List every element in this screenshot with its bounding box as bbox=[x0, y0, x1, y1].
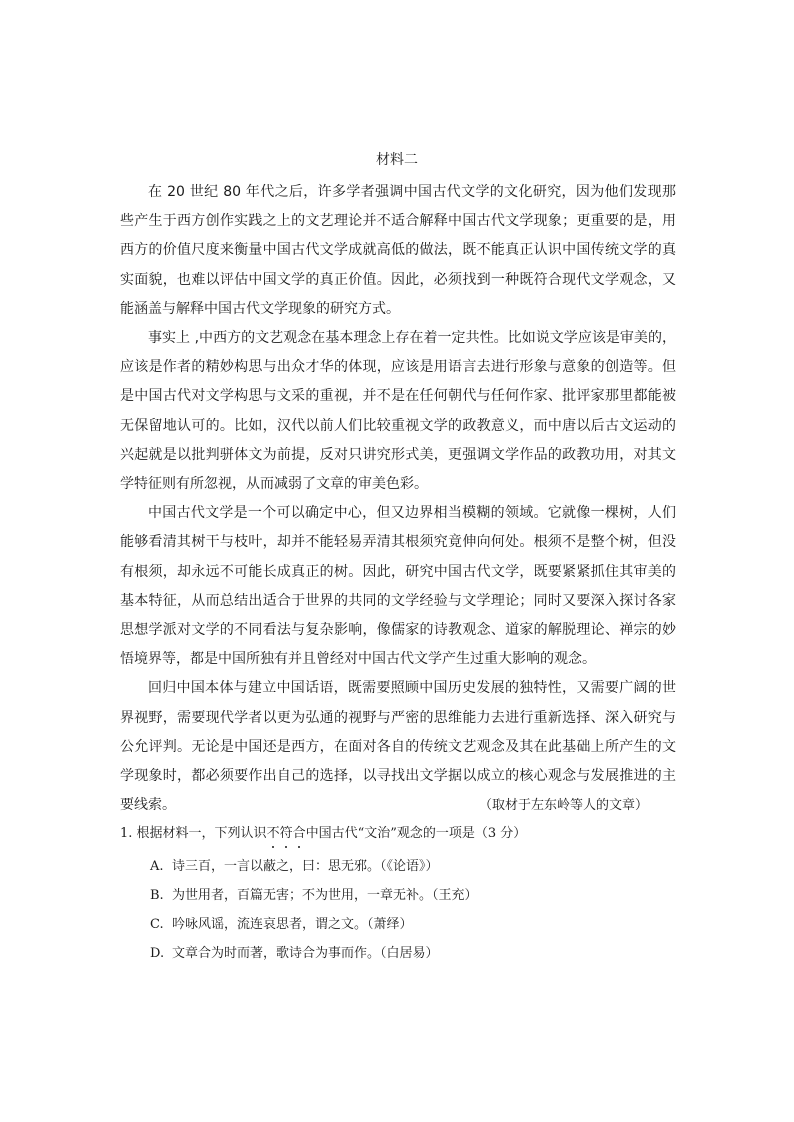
question-number: 1. bbox=[120, 826, 133, 841]
question-text-before: 根据材料一，下列认识 bbox=[136, 826, 267, 841]
option-text: 诗三百，一言以蔽之，曰：思无邪。（《论语》） bbox=[172, 859, 439, 874]
paragraph-3: 中国古代文学是一个可以确定中心，但又边界相当模糊的领域。它就像一棵树，人们能够看清其树干与枝叶，却并不能轻易弄清其根须究竟伸向何处。根须不是整个树，但没有根须，却永远不可能长成真正的树。因此，研究中国古代文学，既要紧紧抓住其审美的基本特征，从而总结出适合于世界的共同的文学经验与文学理论；同时又要深入探讨各家思想学派对文学的不同看法与复杂影响，像儒家的诗教观念、道家的解脱理论、禅宗的妙悟境界等，都是中国所独有并且曾经对中国古代文学产生过重大影响的观念。 bbox=[120, 505, 676, 668]
question-text-after: 中国古代“文治”观念的一项是（3 分） bbox=[305, 826, 527, 841]
option-d[interactable] bbox=[150, 939, 478, 968]
source-citation: （取材于左东岭等人的文章） bbox=[478, 798, 648, 813]
option-letter: A. bbox=[150, 859, 164, 874]
option-b[interactable] bbox=[150, 881, 478, 910]
option-text: 为世用者，百篇无害；不为世用，一章无补。（王充） bbox=[172, 888, 478, 903]
option-letter: B. bbox=[150, 888, 164, 903]
paragraph-4: 回归中国本体与建立中国话语，既需要照顾中国历史发展的独特性，又需要广阔的世界视野，需要现代学者以更为弘通的视野与严密的思维能力去进行重新选择、深入研究与公允评判。无论是中国还是西方，在面对各自的传统文艺观念及其在此基础上所产生的文学现象时，都必须要作出自己的选择，以寻找出文学据以成立的核心观念与发展推进的主要线索。 bbox=[120, 680, 676, 814]
emphasis-char-1: 不 bbox=[267, 824, 280, 844]
question-stem bbox=[120, 824, 526, 844]
material-title: 材料二 bbox=[376, 152, 418, 168]
answer-options bbox=[150, 852, 478, 968]
option-text: 文章合为时而著，歌诗合为事而作。（白居易） bbox=[172, 946, 439, 961]
option-letter: D. bbox=[150, 946, 165, 961]
option-letter: C. bbox=[150, 917, 164, 932]
option-a[interactable] bbox=[150, 852, 478, 881]
paragraph-1: 在 20 世纪 80 年代之后，许多学者强调中国古代文学的文化研究，因为他们发现那些产生于西方创作实践之上的文艺理论并不适合解释中国古代文学现象；更重要的是，用西方的价值尺度来衡量中国古代文学成就高低的做法，既不能真正认识中国传统文学的真实面貌，也难以评估中国文学的真正价值。因此，必须找到一种既符合现代文学观念，又能涵盖与解释中国古代文学现象的研究方式。 bbox=[120, 184, 676, 317]
emphasis-char-3: 合 bbox=[293, 824, 306, 844]
article-body bbox=[120, 178, 676, 820]
emphasis-char-2: 符 bbox=[280, 824, 293, 844]
option-c[interactable] bbox=[150, 910, 478, 939]
option-text: 吟咏风谣，流连哀思者，谓之文。（萧绎） bbox=[172, 917, 413, 932]
paragraph-2: 事实上 ,中西方的文艺观念在基本理念上存在着一定共性。比如说文学应该是审美的，应该是作者的精妙构思与出众才华的体现，应该是用语言去进行形象与意象的创造等。但是中国古代对文学构思与文采的重视，并不是在任何朝代与任何作家、批评家那里都能被无保留地认可的。比如，汉代以前人们比较重视文学的政教意义，而中唐以后古文运动的兴起就是以批判骈体文为前提，反对只讲究形式美，更强调文学作品的政教功用，对其文学特征则有所忽视，从而减弱了文章的审美色彩。 bbox=[120, 330, 676, 493]
